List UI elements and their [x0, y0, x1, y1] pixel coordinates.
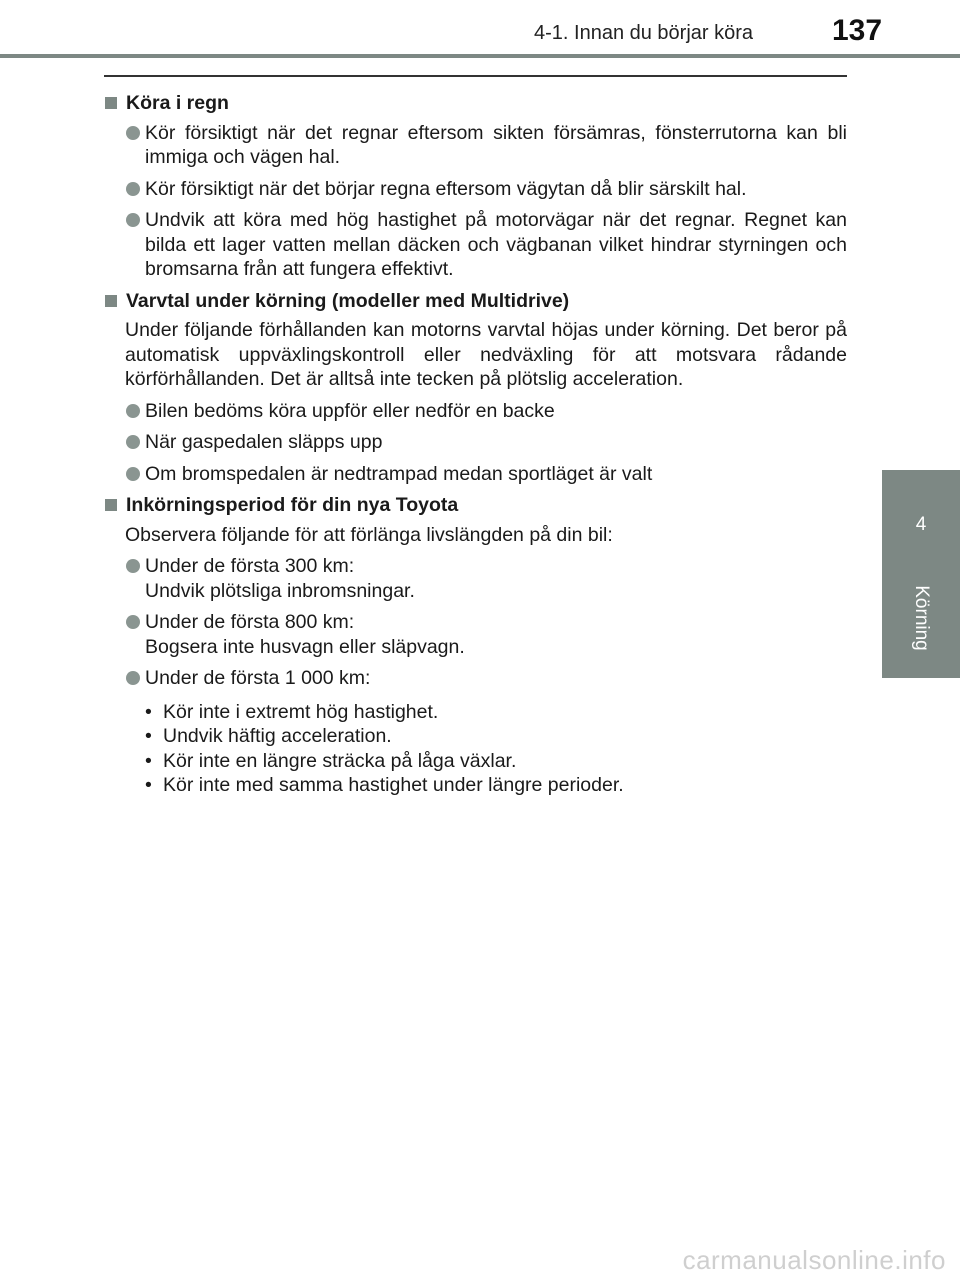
- list-item-text: När gaspedalen släpps upp: [145, 431, 383, 453]
- list-item: [104, 121, 847, 170]
- list-item-text: Undvik att köra med hög hastighet på motorvägar när det regnar. Regnet kan bilda ett lager vatten mellan däcken och vägbanan vilket hindrar styrningen och bromsarna från att fungera effektivt.: [145, 209, 847, 280]
- list-item-text: Under de första 800 km:: [145, 611, 355, 633]
- list-item: [104, 399, 847, 424]
- sub-list-item: [145, 749, 847, 774]
- page-number: 137: [832, 14, 883, 47]
- square-bullet-icon: [105, 97, 117, 109]
- list-item: [104, 177, 847, 202]
- sub-list-item: [145, 700, 847, 725]
- list-item-text: Kör försiktigt när det börjar regna eftersom vägytan då blir särskilt hal.: [145, 177, 747, 200]
- list-item-text: Bogsera inte husvagn eller släpvagn.: [145, 635, 465, 658]
- watermark: carmanualsonline.info: [682, 1245, 946, 1275]
- list-item: [104, 462, 847, 487]
- sub-list-item-text: Kör inte i extremt hög hastighet.: [163, 700, 439, 723]
- chapter-number: 4: [915, 514, 927, 535]
- section-heading-text: Varvtal under körning (modeller med Multidrive): [126, 289, 570, 312]
- circle-bullet-icon: [126, 615, 140, 629]
- list-item: [104, 430, 847, 455]
- dot-bullet-icon: •: [145, 774, 152, 796]
- section-heading: [104, 91, 847, 116]
- list-item: [104, 208, 847, 282]
- header-rule: [0, 54, 960, 58]
- section-heading-text: Inkörningsperiod för din nya Toyota: [126, 494, 459, 516]
- list-item-text: Under de första 1 000 km:: [145, 667, 371, 689]
- page-content: [104, 84, 847, 798]
- circle-bullet-icon: [126, 126, 140, 140]
- chapter-label: Körning: [911, 585, 932, 651]
- circle-bullet-icon: [126, 559, 140, 573]
- circle-bullet-icon: [126, 182, 140, 196]
- square-bullet-icon: [105, 499, 117, 511]
- dot-bullet-icon: •: [145, 700, 152, 723]
- sub-list-item-text: Kör inte en längre sträcka på låga växlar.: [163, 749, 517, 772]
- list-item-text: Om bromspedalen är nedtrampad medan sportläget är valt: [145, 462, 653, 485]
- list-item-text: Undvik plötsliga inbromsningar.: [145, 579, 415, 602]
- section-title: 4-1. Innan du börjar köra: [534, 22, 754, 44]
- circle-bullet-icon: [126, 467, 140, 481]
- section-intro: Observera följande för att förlänga livslängden på din bil:: [125, 523, 613, 546]
- dot-bullet-icon: •: [145, 749, 152, 772]
- circle-bullet-icon: [126, 213, 140, 227]
- circle-bullet-icon: [126, 671, 140, 685]
- section-heading-text: Köra i regn: [126, 92, 229, 114]
- content-rule: [104, 75, 847, 77]
- list-item: [104, 554, 847, 603]
- sub-list-item: [145, 773, 847, 798]
- section-heading: [104, 493, 847, 518]
- chapter-tab: [882, 470, 960, 678]
- circle-bullet-icon: [126, 404, 140, 418]
- list-item-text: Kör försiktigt när det regnar eftersom sikten försämras, fönsterrutorna kan bli immiga och vägen hal.: [145, 121, 847, 168]
- sub-list-item-text: Undvik häftig acceleration.: [163, 725, 392, 747]
- dot-bullet-icon: •: [145, 725, 152, 747]
- list-item: [104, 610, 847, 659]
- circle-bullet-icon: [126, 435, 140, 449]
- list-item-text: Bilen bedöms köra uppför eller nedför en backe: [145, 399, 555, 422]
- section-heading: [104, 289, 847, 314]
- list-item-text: Under de första 300 km:: [145, 555, 355, 577]
- square-bullet-icon: [105, 295, 117, 307]
- sub-list-item: [145, 724, 847, 749]
- sub-list-item-text: Kör inte med samma hastighet under längre perioder.: [163, 774, 624, 796]
- list-item: [104, 666, 847, 691]
- sub-list: [104, 700, 847, 798]
- section-intro: Under följande förhållanden kan motorns varvtal höjas under körning. Det beror på automatisk uppväxlingskontroll eller nedväxling för att motsvara rådande körförhållanden. Det är alltså inte tecken på plötslig acceleration.: [125, 319, 847, 390]
